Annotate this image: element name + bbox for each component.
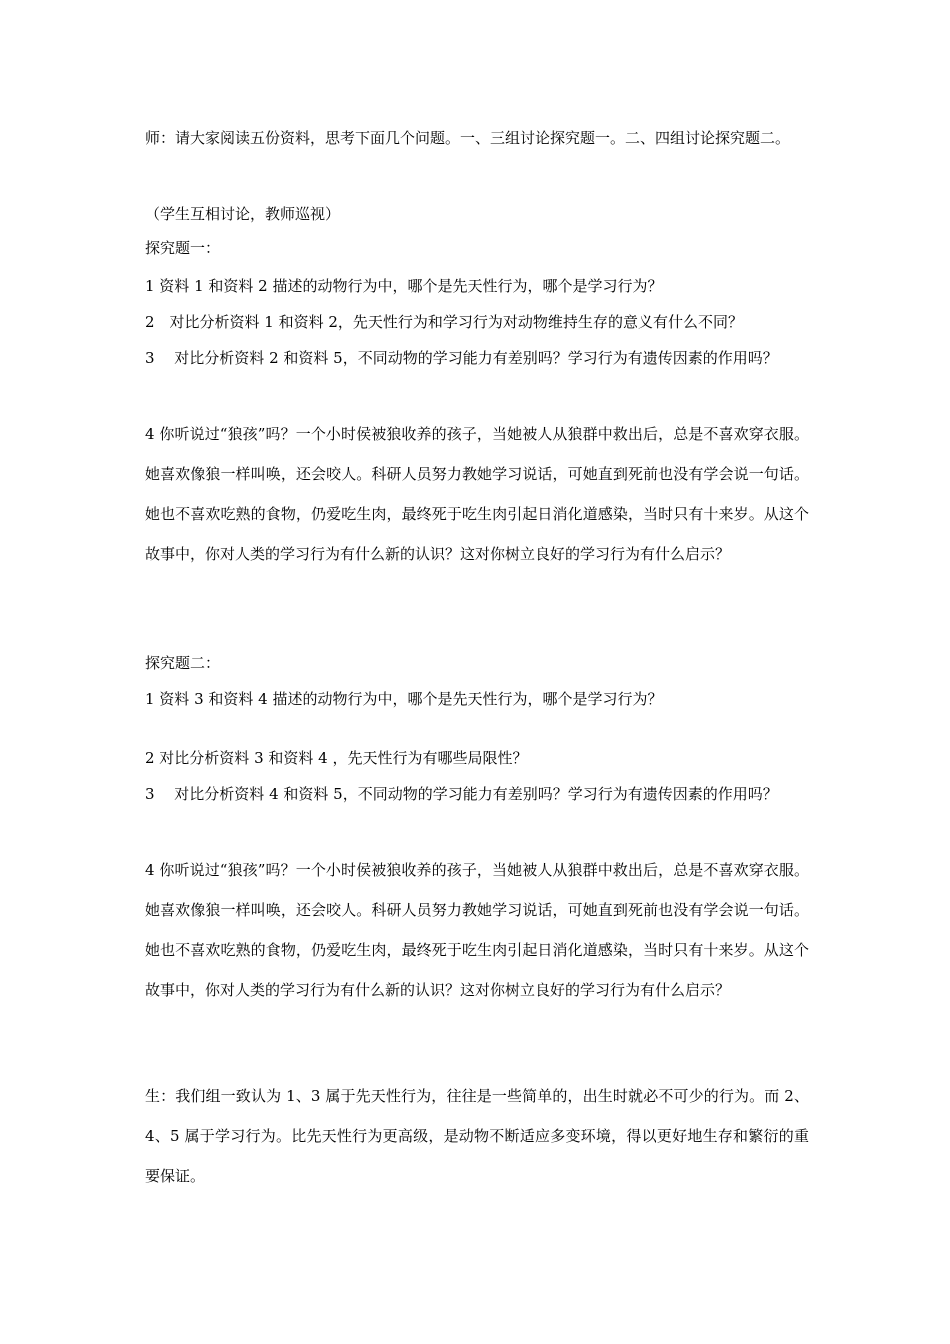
question-two-item-1: 1 资料 3 和资料 4 描述的动物行为中，哪个是先天性行为，哪个是学习行为？ [145, 690, 663, 708]
heading-question-one: 探究题一： [145, 239, 221, 257]
paragraph-student-answer: 生：我们组一致认为 1、3 属于先天性行为，往往是一些简单的，出生时就必不可少的行为。而 2、4、5 属于学习行为。比先天性行为更高级，是动物不断适应多变环境，得以更好地生存和繁衍的重要保证。 [145, 1087, 809, 1185]
heading-question-two: 探究题二： [145, 654, 221, 672]
paragraph-student-discussion: （学生互相讨论，教师巡视） [145, 205, 341, 223]
question-one-item-4: 4 你听说过“狼孩”吗？一个小时侯被狼收养的孩子，当她被人从狼群中救出后，总是不喜欢穿衣服。她喜欢像狼一样叫唤，还会咬人。科研人员努力教她学习说话，可她直到死前也没有学会说一句话。她也不喜欢吃熟的食物，仍爱吃生肉，最终死于吃生肉引起日消化道感染，当时只有十来岁。从这个故事中，你对人类的学习行为有什么新的认识？这对你树立良好的学习行为有什么启示？ [145, 425, 809, 563]
question-one-item-1: 1 资料 1 和资料 2 描述的动物行为中，哪个是先天性行为，哪个是学习行为？ [145, 277, 663, 295]
paragraph-teacher-intro: 师：请大家阅读五份资料，思考下面几个问题。一、三组讨论探究题一。二、四组讨论探究题二。 [145, 129, 791, 147]
question-two-item-4: 4 你听说过“狼孩”吗？一个小时侯被狼收养的孩子，当她被人从狼群中救出后，总是不喜欢穿衣服。她喜欢像狼一样叫唤，还会咬人。科研人员努力教她学习说话，可她直到死前也没有学会说一句话。她也不喜欢吃熟的食物，仍爱吃生肉，最终死于吃生肉引起日消化道感染，当时只有十来岁。从这个故事中，你对人类的学习行为有什么新的认识？这对你树立良好的学习行为有什么启示？ [145, 861, 809, 999]
question-two-item-2: 2 对比分析资料 3 和资料 4 ，先天性行为有哪些局限性？ [145, 749, 528, 767]
question-one-item-2: 2 对比分析资料 1 和资料 2，先天性行为和学习行为对动物维持生存的意义有什么不同？ [145, 313, 743, 331]
question-two-item-3: 3 对比分析资料 4 和资料 5，不同动物的学习能力有差别吗？学习行为有遗传因素的作用吗？ [145, 785, 778, 803]
question-one-item-3: 3 对比分析资料 2 和资料 5，不同动物的学习能力有差别吗？学习行为有遗传因素的作用吗？ [145, 349, 778, 367]
